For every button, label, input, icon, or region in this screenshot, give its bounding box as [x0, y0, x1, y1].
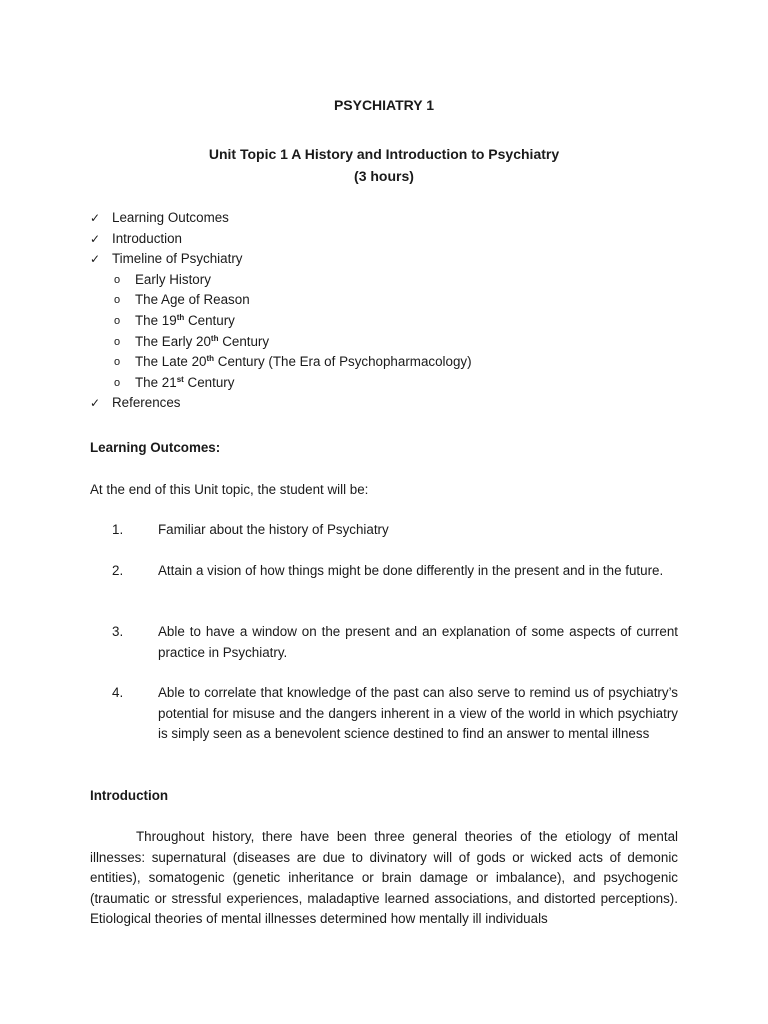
- sub-item-label: The Age of Reason: [135, 292, 250, 308]
- unit-title: [0, 144, 768, 187]
- circle-bullet-icon: o: [114, 315, 121, 328]
- outcome-text: Able to correlate that knowledge of the past can also serve to remind us of psychiatry’s potential for misuse and the dangers inherent in a view of the world in which psychiatry is simply seen as a benevolent science destined to find an answer to mental illness: [158, 685, 678, 741]
- document-title: PSYCHIATRY 1: [333, 97, 435, 113]
- checklist-item-label: Introduction: [112, 230, 182, 246]
- timeline-sub-item: [90, 332, 690, 353]
- learning-outcomes-heading: Learning Outcomes:: [90, 440, 221, 455]
- outcome-item: [90, 561, 678, 582]
- checklist-item: [90, 229, 690, 250]
- outcome-item: [90, 683, 678, 745]
- checkmark-icon: ✓: [90, 231, 101, 246]
- timeline-sub-item: [90, 373, 690, 394]
- checkmark-icon: ✓: [90, 211, 101, 226]
- checklist-item: [90, 249, 690, 270]
- unit-title-line-2: (3 hours): [354, 167, 414, 184]
- outcome-number: 1.: [112, 522, 124, 537]
- timeline-sub-item: [90, 290, 690, 311]
- topic-checklist: [90, 208, 690, 414]
- sub-item-label: The Late 20th Century (The Era of Psychopharmacology): [135, 354, 472, 370]
- circle-bullet-icon: o: [114, 376, 121, 389]
- circle-bullet-icon: o: [114, 335, 121, 348]
- outcome-text: Attain a vision of how things might be done differently in the present and in the future.: [158, 563, 664, 578]
- sub-item-label: Early History: [135, 271, 211, 287]
- circle-bullet-icon: o: [114, 294, 121, 307]
- sub-item-label: The 19th Century: [135, 313, 235, 329]
- timeline-sub-item: [90, 352, 690, 373]
- outcome-number: 3.: [112, 624, 124, 639]
- introduction-heading: Introduction: [90, 788, 169, 803]
- outcome-item: [90, 622, 678, 663]
- checklist-item-label: Learning Outcomes: [112, 210, 229, 226]
- checkmark-icon: ✓: [90, 396, 101, 411]
- unit-title-line-1: Unit Topic 1 A History and Introduction to Psychiatry: [208, 146, 560, 162]
- circle-bullet-icon: o: [114, 356, 121, 369]
- circle-bullet-icon: o: [114, 273, 121, 286]
- outcome-text: Familiar about the history of Psychiatry: [158, 522, 389, 537]
- checklist-item: [90, 393, 690, 414]
- checkmark-icon: ✓: [90, 252, 101, 267]
- sub-item-label: The Early 20th Century: [135, 333, 270, 349]
- checklist-item: [90, 208, 690, 229]
- learning-outcomes-intro: At the end of this Unit topic, the student will be:: [90, 482, 369, 497]
- introduction-paragraph: Throughout history, there have been three general theories of the etiology of mental illnesses: supernatural (diseases are due to divinatory will of gods or wicked acts of demonic entities), somatogenic (genetic inheritance or brain damage or imbalance), and psychogenic (traumatic or stressful experiences, maladaptive learned associations, and distorted perceptions). Etiological theories of mental illnesses determined how mentally ill individuals: [90, 829, 678, 926]
- outcome-number: 4.: [112, 685, 124, 700]
- sub-item-label: The 21st Century: [135, 374, 235, 390]
- timeline-sub-item: [90, 311, 690, 332]
- checklist-item-label: Timeline of Psychiatry: [112, 251, 243, 267]
- checklist-item-label: References: [112, 395, 181, 411]
- timeline-sub-item: [90, 270, 690, 291]
- outcome-number: 2.: [112, 563, 124, 578]
- outcome-text: Able to have a window on the present and an explanation of some aspects of current practice in Psychiatry.: [158, 624, 678, 660]
- outcome-item: [90, 520, 678, 541]
